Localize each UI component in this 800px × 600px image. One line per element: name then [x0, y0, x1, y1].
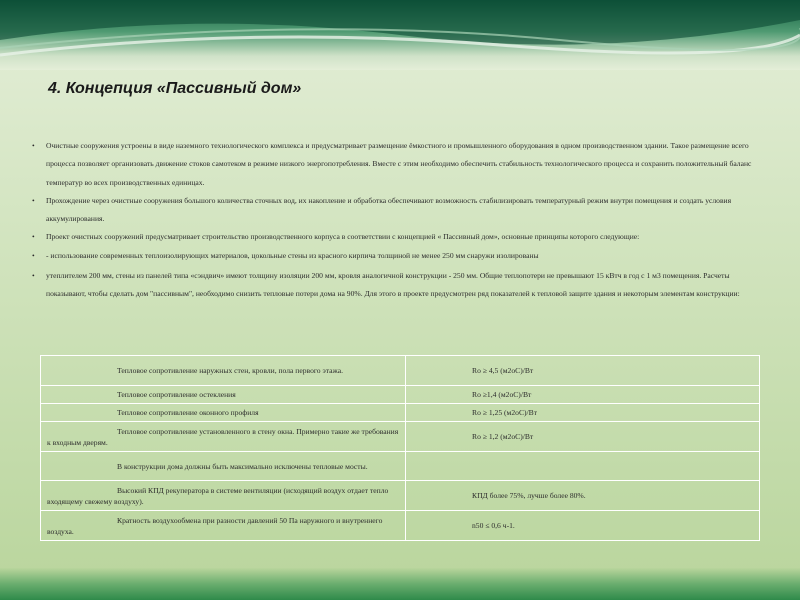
paragraph: • Проект очистных сооружений предусматривает строительство производственного корпуса в соответствии с концепцией « Пассивный дом», основные принципы которого следующие:: [32, 232, 640, 242]
value-cell: Ro ≥ 1,25 (м2оС)/Вт: [406, 404, 760, 422]
paragraph-text: Очистные сооружения устроены в виде наземного технологического комплекса и предусматривает размещение ёмкостного и промышленного оборудования в одном производственном здании. Такое размещение всего процесса позволяет организовать движение стоков самотеком в режиме низкого энергопотребления. Вместе с этим необходимо обеспечить стабильность технологического процесса и сохранить положительный баланс температур во всех производственных единицах.: [46, 141, 752, 187]
table-row: [41, 452, 760, 481]
table-row: [41, 404, 760, 422]
paragraph: • Очистные сооружения устроены в виде наземного технологического комплекса и предусматривает размещение ёмкостного и промышленного оборудования в одном производственном здании. Такое размещение всего процесса позволяет организовать движение стоков самотеком в режиме низкого энергопотребления. Вместе с этим необходимо обеспечить стабильность технологического процесса и сохранить положительный баланс температур во всех производственных единицах.: [32, 141, 752, 187]
table-row: [41, 481, 760, 511]
parameter-cell: Высокий КПД рекуператора в системе вентиляции (исходящий воздух отдает тепло входящему свежему воздуху).: [41, 481, 406, 511]
paragraph-text: утеплителем 200 мм, стены из панелей типа «сэндвич» имеют толщину изоляции 200 мм, кровля аналогичной конструкции - 250 мм. Общие теплопотери не превышают 15 кВтч в год с 1 м3 помещения. Расчеты показывают, чтобы сделать дом "пассивным", необходимо снизить тепловые потери дома на 90%. Для этого в проекте предусмотрен ряд показателей к тепловой защите здания и некоторым элементам конструкции:: [46, 271, 740, 299]
value-cell: Ro ≥1,4 (м2оС)/Вт: [406, 386, 760, 404]
parameter-cell: Тепловое сопротивление оконного профиля: [41, 404, 406, 422]
slide-body: [32, 137, 762, 304]
parameter-cell: Тепловое сопротивление остекления: [41, 386, 406, 404]
slide-title: 4. Концепция «Пассивный дом»: [48, 80, 302, 97]
footer-decoration: [0, 568, 800, 600]
parameter-cell: Тепловое сопротивление наружных стен, кровли, пола первого этажа.: [41, 356, 406, 386]
table-row: [41, 356, 760, 386]
table-row: [41, 386, 760, 404]
requirements-table: [40, 355, 760, 541]
paragraph: • Прохождение через очистные сооружения большого количества сточных вод, их накопление и обработка обеспечивают возможность стабилизировать температурный режим внутри помещения и создать условия аккумулирования.: [32, 195, 732, 224]
table-row: [41, 511, 760, 541]
value-cell: [406, 452, 760, 481]
wave-decoration: [0, 0, 800, 70]
value-cell: n50 ≤ 0,6 ч-1.: [406, 511, 760, 541]
parameter-cell: В конструкции дома должны быть максимально исключены тепловые мосты.: [41, 452, 406, 481]
paragraph-text: - использование современных теплоизолирующих материалов, цокольные стены из красного кирпича толщиной не менее 250 мм снаружи изолированы: [46, 250, 539, 260]
parameter-cell: Тепловое сопротивление установленного в стену окна. Примерно такие же требования к входным дверям.: [41, 422, 406, 452]
value-cell: Ro ≥ 1,2 (м2оС)/Вт: [406, 422, 760, 452]
value-cell: КПД более 75%, лучше более 80%.: [406, 481, 760, 511]
table-row: [41, 422, 760, 452]
paragraph: • утеплителем 200 мм, стены из панелей типа «сэндвич» имеют толщину изоляции 200 мм, кровля аналогичной конструкции - 250 мм. Общие теплопотери не превышают 15 кВтч в год с 1 м3 помещения. Расчеты показывают, чтобы сделать дом "пассивным", необходимо снизить тепловые потери дома на 90%. Для этого в проекте предусмотрен ряд показателей к тепловой защите здания и некоторым элементам конструкции:: [32, 271, 740, 299]
header-decoration: [0, 0, 800, 70]
paragraph-text: Прохождение через очистные сооружения большого количества сточных вод, их накопление и обработка обеспечивают возможность стабилизировать температурный режим внутри помещения и создать условия аккумулирования.: [46, 195, 732, 224]
paragraph: • - использование современных теплоизолирующих материалов, цокольные стены из красного кирпича толщиной не менее 250 мм снаружи изолированы: [32, 250, 539, 260]
parameter-cell: Кратность воздухообмена при разности давлений 50 Па наружного и внутреннего воздуха.: [41, 511, 406, 541]
value-cell: Ro ≥ 4,5 (м2оС)/Вт: [406, 356, 760, 386]
paragraph-text: Проект очистных сооружений предусматривает строительство производственного корпуса в соответствии с концепцией « Пассивный дом», основные принципы которого следующие:: [46, 232, 640, 242]
